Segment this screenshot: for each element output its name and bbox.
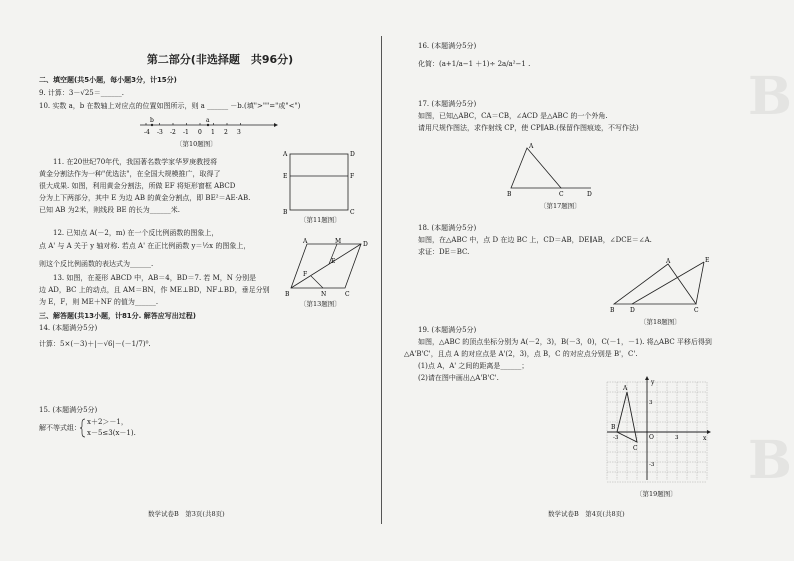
question-15-intro: 解不等式组： bbox=[39, 424, 81, 432]
axis-label: x bbox=[703, 435, 707, 442]
question-16-body: 化简：(a+1/a−1 ＋1)÷ 2a/a²−1 . bbox=[418, 60, 531, 68]
vertex-label: C bbox=[345, 291, 350, 298]
footer-left: 数学试卷B 第3页(共8页) bbox=[148, 510, 225, 518]
tick-label: -3 bbox=[157, 129, 163, 136]
watermark-letter: B bbox=[748, 430, 792, 491]
vertex-label: B bbox=[283, 209, 288, 216]
vertex-label: N bbox=[321, 291, 327, 298]
tick-label: 1 bbox=[211, 129, 215, 136]
inequality-1: x＋2＞－1， bbox=[87, 418, 128, 426]
inequality-2: x－5≤3(x－1). bbox=[87, 429, 136, 437]
figure-18 bbox=[608, 254, 718, 314]
tick-label: 3 bbox=[237, 129, 241, 136]
vertex-label: B bbox=[610, 307, 615, 314]
vertex-label: B bbox=[285, 291, 290, 298]
tick-label: -4 bbox=[144, 129, 150, 136]
question-19-line: (2)请在图中画出△A'B'C'. bbox=[418, 374, 499, 382]
vertex-label: D bbox=[630, 307, 635, 314]
vertex-label: A bbox=[529, 143, 534, 150]
point-a-label: a bbox=[206, 117, 210, 124]
question-19-line: △A'B'C'，且点 A 的对应点是 A'(2，3)，点 B，C 的对应点分别是 B'，C'. bbox=[404, 350, 638, 358]
watermark-letter: B bbox=[748, 66, 792, 127]
question-9: 9. 计算：3－√25＝______. bbox=[39, 89, 124, 97]
tick-label: -1 bbox=[183, 129, 189, 136]
tick-label: 0 bbox=[198, 129, 202, 136]
figure-17-caption: 〔第17题图〕 bbox=[540, 202, 581, 210]
vertex-label: D bbox=[350, 151, 355, 158]
question-14-title: 14. (本题满分5分) bbox=[39, 324, 98, 332]
vertex-label: F bbox=[303, 271, 308, 278]
number-line-figure bbox=[138, 114, 278, 138]
vertex-label: F bbox=[350, 173, 355, 180]
figure-11-caption: 〔第11题图〕 bbox=[300, 216, 341, 224]
vertex-label: E bbox=[331, 258, 336, 265]
vertex-label: A bbox=[666, 258, 671, 265]
vertex-label: D bbox=[587, 191, 592, 198]
question-14-body: 计算：5×(－3)＋|－√6|－(－1/7)⁰. bbox=[39, 340, 151, 348]
question-10: 10. 实数 a，b 在数轴上对应点的位置如图所示，则 a ______ －b.(填">""="或"<") bbox=[39, 102, 301, 110]
point-b-label: b bbox=[150, 117, 154, 124]
tick-label: 3 bbox=[675, 435, 679, 441]
figure-19-grid bbox=[603, 376, 711, 484]
footer-right: 数学试卷B 第4页(共8页) bbox=[548, 510, 625, 518]
vertex-label: E bbox=[283, 173, 288, 180]
figure-18-caption: 〔第18题图〕 bbox=[640, 318, 681, 326]
question-17-line: 如图，已知△ABC，CA＝CB，∠ACD 是△ABC 的一个外角. bbox=[418, 112, 608, 120]
question-18-line: 如图，在△ABC 中，点 D 在边 BC 上，CD＝AB，DE∥AB，∠DCE＝∠A. bbox=[418, 236, 652, 244]
question-12-line: 则这个反比例函数的表达式为______. bbox=[39, 260, 154, 268]
question-16-title: 16. (本题满分5分) bbox=[418, 42, 477, 50]
vertex-label: M bbox=[335, 238, 342, 245]
tick-label: -3 bbox=[613, 435, 619, 441]
page-divider bbox=[381, 36, 382, 524]
figure-13-caption: 〔第13题图〕 bbox=[300, 300, 341, 308]
tick-label: 2 bbox=[224, 129, 228, 136]
vertex-label: A bbox=[283, 151, 288, 158]
question-18-title: 18. (本题满分5分) bbox=[418, 224, 477, 232]
question-11-line: 很大成果. 如图，利用黄金分割法，所做 EF 将矩形窗框 ABCD bbox=[39, 182, 236, 190]
vertex-label: D bbox=[363, 241, 368, 248]
question-18-line: 求证：DE＝BC. bbox=[418, 248, 470, 256]
question-19-line: 如图，△ABC 的顶点坐标分别为 A(－2，3)，B(－3，0)，C(－1，－1). 将△ABC 平移后得到 bbox=[418, 338, 712, 346]
question-11-line: 黄金分割法作为一种"优选法"，在全国大规模推广，取得了 bbox=[39, 170, 221, 178]
question-13-line: 为 E，F，则 ME＋NF 的值为______. bbox=[39, 298, 159, 306]
vertex-label: A bbox=[623, 385, 628, 392]
question-17-title: 17. (本题满分5分) bbox=[418, 100, 477, 108]
tick-label: -3 bbox=[649, 462, 655, 468]
section-title: 第二部分(非选择题 共96分) bbox=[146, 53, 294, 66]
question-12-line: 点 A' 与 A 关于 y 轴对称. 若点 A' 在正比例函数 y＝½x 的图象上， bbox=[39, 242, 251, 250]
question-15-title: 15. (本题满分5分) bbox=[39, 406, 98, 414]
question-11-line: 已知 AB 为2米，则线段 BE 的长为______米. bbox=[39, 206, 181, 214]
question-12-line: 12. 已知点 A(－2，m) 在一个反比例函数的图象上， bbox=[53, 229, 219, 237]
question-11-line: 11. 在20世纪70年代，我国著名数学家华罗庚教授将 bbox=[53, 158, 218, 166]
fill-section-header: 二、填空题(共5小题，每小题3分，计15分) bbox=[39, 76, 177, 84]
vertex-label: C bbox=[559, 191, 564, 198]
brace-icon bbox=[80, 418, 86, 438]
figure-19-caption: 〔第19题图〕 bbox=[636, 490, 677, 498]
answer-section-header: 三、解答题(共13小题，计81分. 解答应写出过程) bbox=[39, 312, 196, 320]
figure-11 bbox=[280, 148, 360, 216]
question-13-line: 边 AD，BC 上的动点，且 AM＝BN，作 ME⊥BD，NF⊥BD，垂足分别 bbox=[39, 286, 270, 294]
question-17-line: 请用尺规作图法，求作射线 CP，使 CP∥AB.(保留作图痕迹，不写作法) bbox=[418, 124, 639, 132]
figure-17 bbox=[505, 142, 595, 198]
vertex-label: C bbox=[694, 307, 699, 314]
vertex-label: C bbox=[633, 445, 638, 452]
vertex-label: C bbox=[350, 209, 355, 216]
question-13-line: 13. 如图，在菱形 ABCD 中，AB＝4，BD＝7. 若 M，N 分别是 bbox=[53, 274, 257, 282]
figure-13 bbox=[285, 236, 370, 298]
vertex-label: E bbox=[705, 257, 710, 264]
axis-label: y bbox=[651, 379, 655, 386]
tick-label: -2 bbox=[170, 129, 176, 136]
tick-label: 3 bbox=[649, 400, 653, 406]
vertex-label: B bbox=[507, 191, 512, 198]
question-11-line: 分为上下两部分，其中 E 为边 AB 的黄金分割点，即 BE²＝AE·AB. bbox=[39, 194, 251, 202]
origin-label: O bbox=[649, 434, 654, 441]
question-19-title: 19. (本题满分5分) bbox=[418, 326, 477, 334]
vertex-label: A bbox=[303, 238, 308, 245]
question-19-line: (1)点 A，A' 之间的距离是______； bbox=[418, 362, 529, 370]
figure-10-caption: 〔第10题图〕 bbox=[176, 140, 217, 148]
vertex-label: B bbox=[611, 424, 616, 431]
